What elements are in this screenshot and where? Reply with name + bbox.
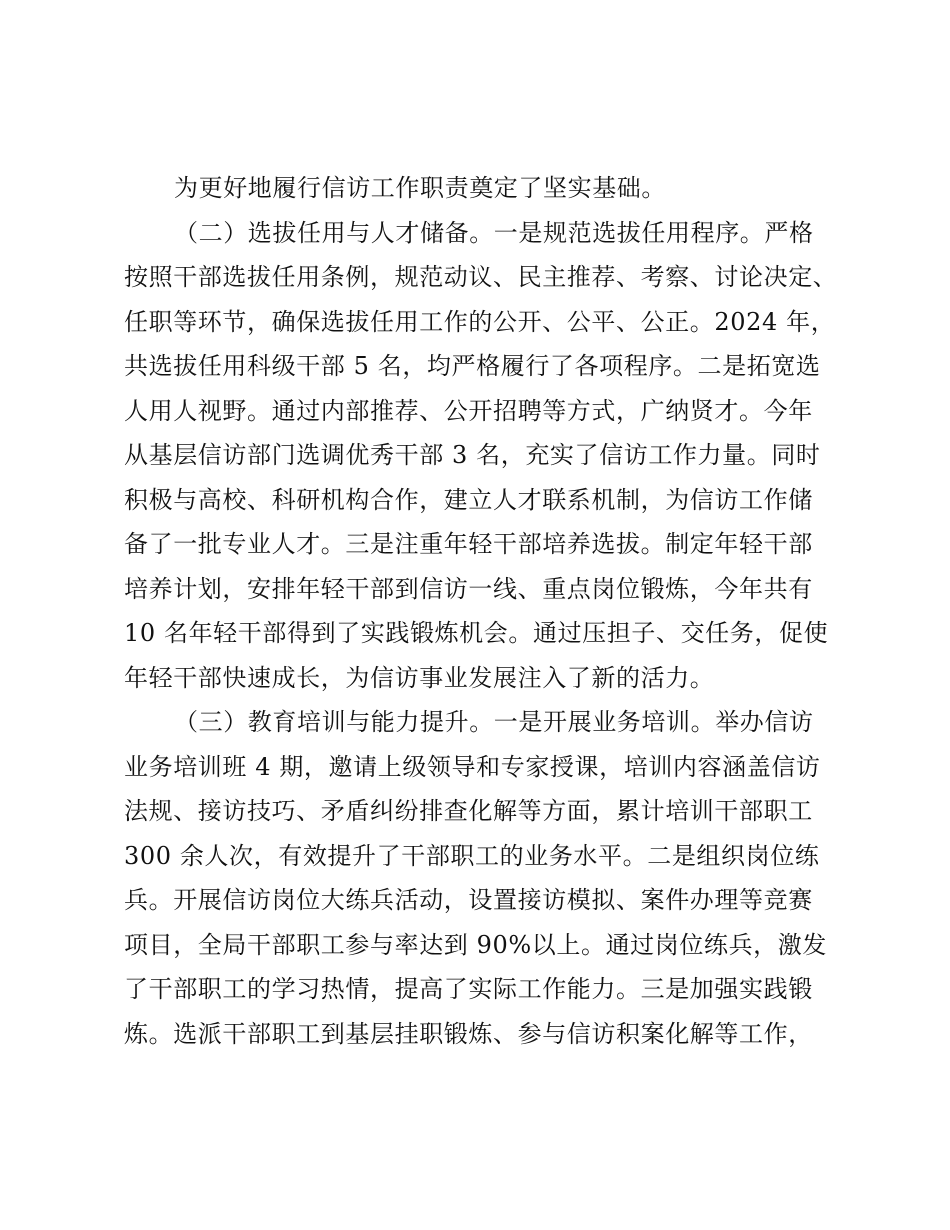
paragraph-line-continuation: 为更好地履行信访工作职责奠定了坚实基础。 [174,174,666,202]
paragraph-line: 300 余人次，有效提升了干部职工的业务水平。二是组织岗位练 [124,842,820,870]
paragraph-line: 人用人视野。通过内部推荐、公开招聘等方式，广纳贤才。今年 [124,397,813,425]
paragraph-line: 10 名年轻干部得到了实践锻炼机会。通过压担子、交任务，促使 [124,619,829,647]
paragraph-line-section-2-heading: （二）选拔任用与人才储备。一是规范选拔任用程序。严格 [174,219,814,247]
paragraph-line: 法规、接访技巧、矛盾纠纷排查化解等方面，累计培训干部职工 [124,797,813,825]
paragraph-line: 年轻干部快速成长，为信访事业发展注入了新的活力。 [124,664,715,692]
paragraph-line: 项目，全局干部职工参与率达到 90%以上。通过岗位练兵，激发 [124,931,827,959]
paragraph-line: 任职等环节，确保选拔任用工作的公开、公平、公正。2024 年， [124,308,836,336]
paragraph-line: 炼。选派干部职工到基层挂职锻炼、参与信访积案化解等工作， [124,1020,813,1048]
paragraph-line: 积极与高校、科研机构合作，建立人才联系机制，为信访工作储 [124,486,813,514]
paragraph-line: 了干部职工的学习热情，提高了实际工作能力。三是加强实践锻 [124,975,813,1003]
paragraph-line: 共选拔任用科级干部 5 名，均严格履行了各项程序。二是拓宽选 [124,352,821,380]
paragraph-line: 按照干部选拔任用条例，规范动议、民主推荐、考察、讨论决定、 [124,263,838,291]
paragraph-line: 备了一批专业人才。三是注重年轻干部培养选拔。制定年轻干部 [124,530,813,558]
paragraph-line-section-3-heading: （三）教育培训与能力提升。一是开展业务培训。举办信访 [174,708,814,736]
paragraph-line: 培养计划，安排年轻干部到信访一线、重点岗位锻炼，今年共有 [124,575,813,603]
paragraph-line: 兵。开展信访岗位大练兵活动，设置接访模拟、案件办理等竞赛 [124,886,813,914]
paragraph-line: 从基层信访部门选调优秀干部 3 名，充实了信访工作力量。同时 [124,441,821,469]
paragraph-line: 业务培训班 4 期，邀请上级领导和专家授课，培训内容涵盖信访 [124,753,821,781]
